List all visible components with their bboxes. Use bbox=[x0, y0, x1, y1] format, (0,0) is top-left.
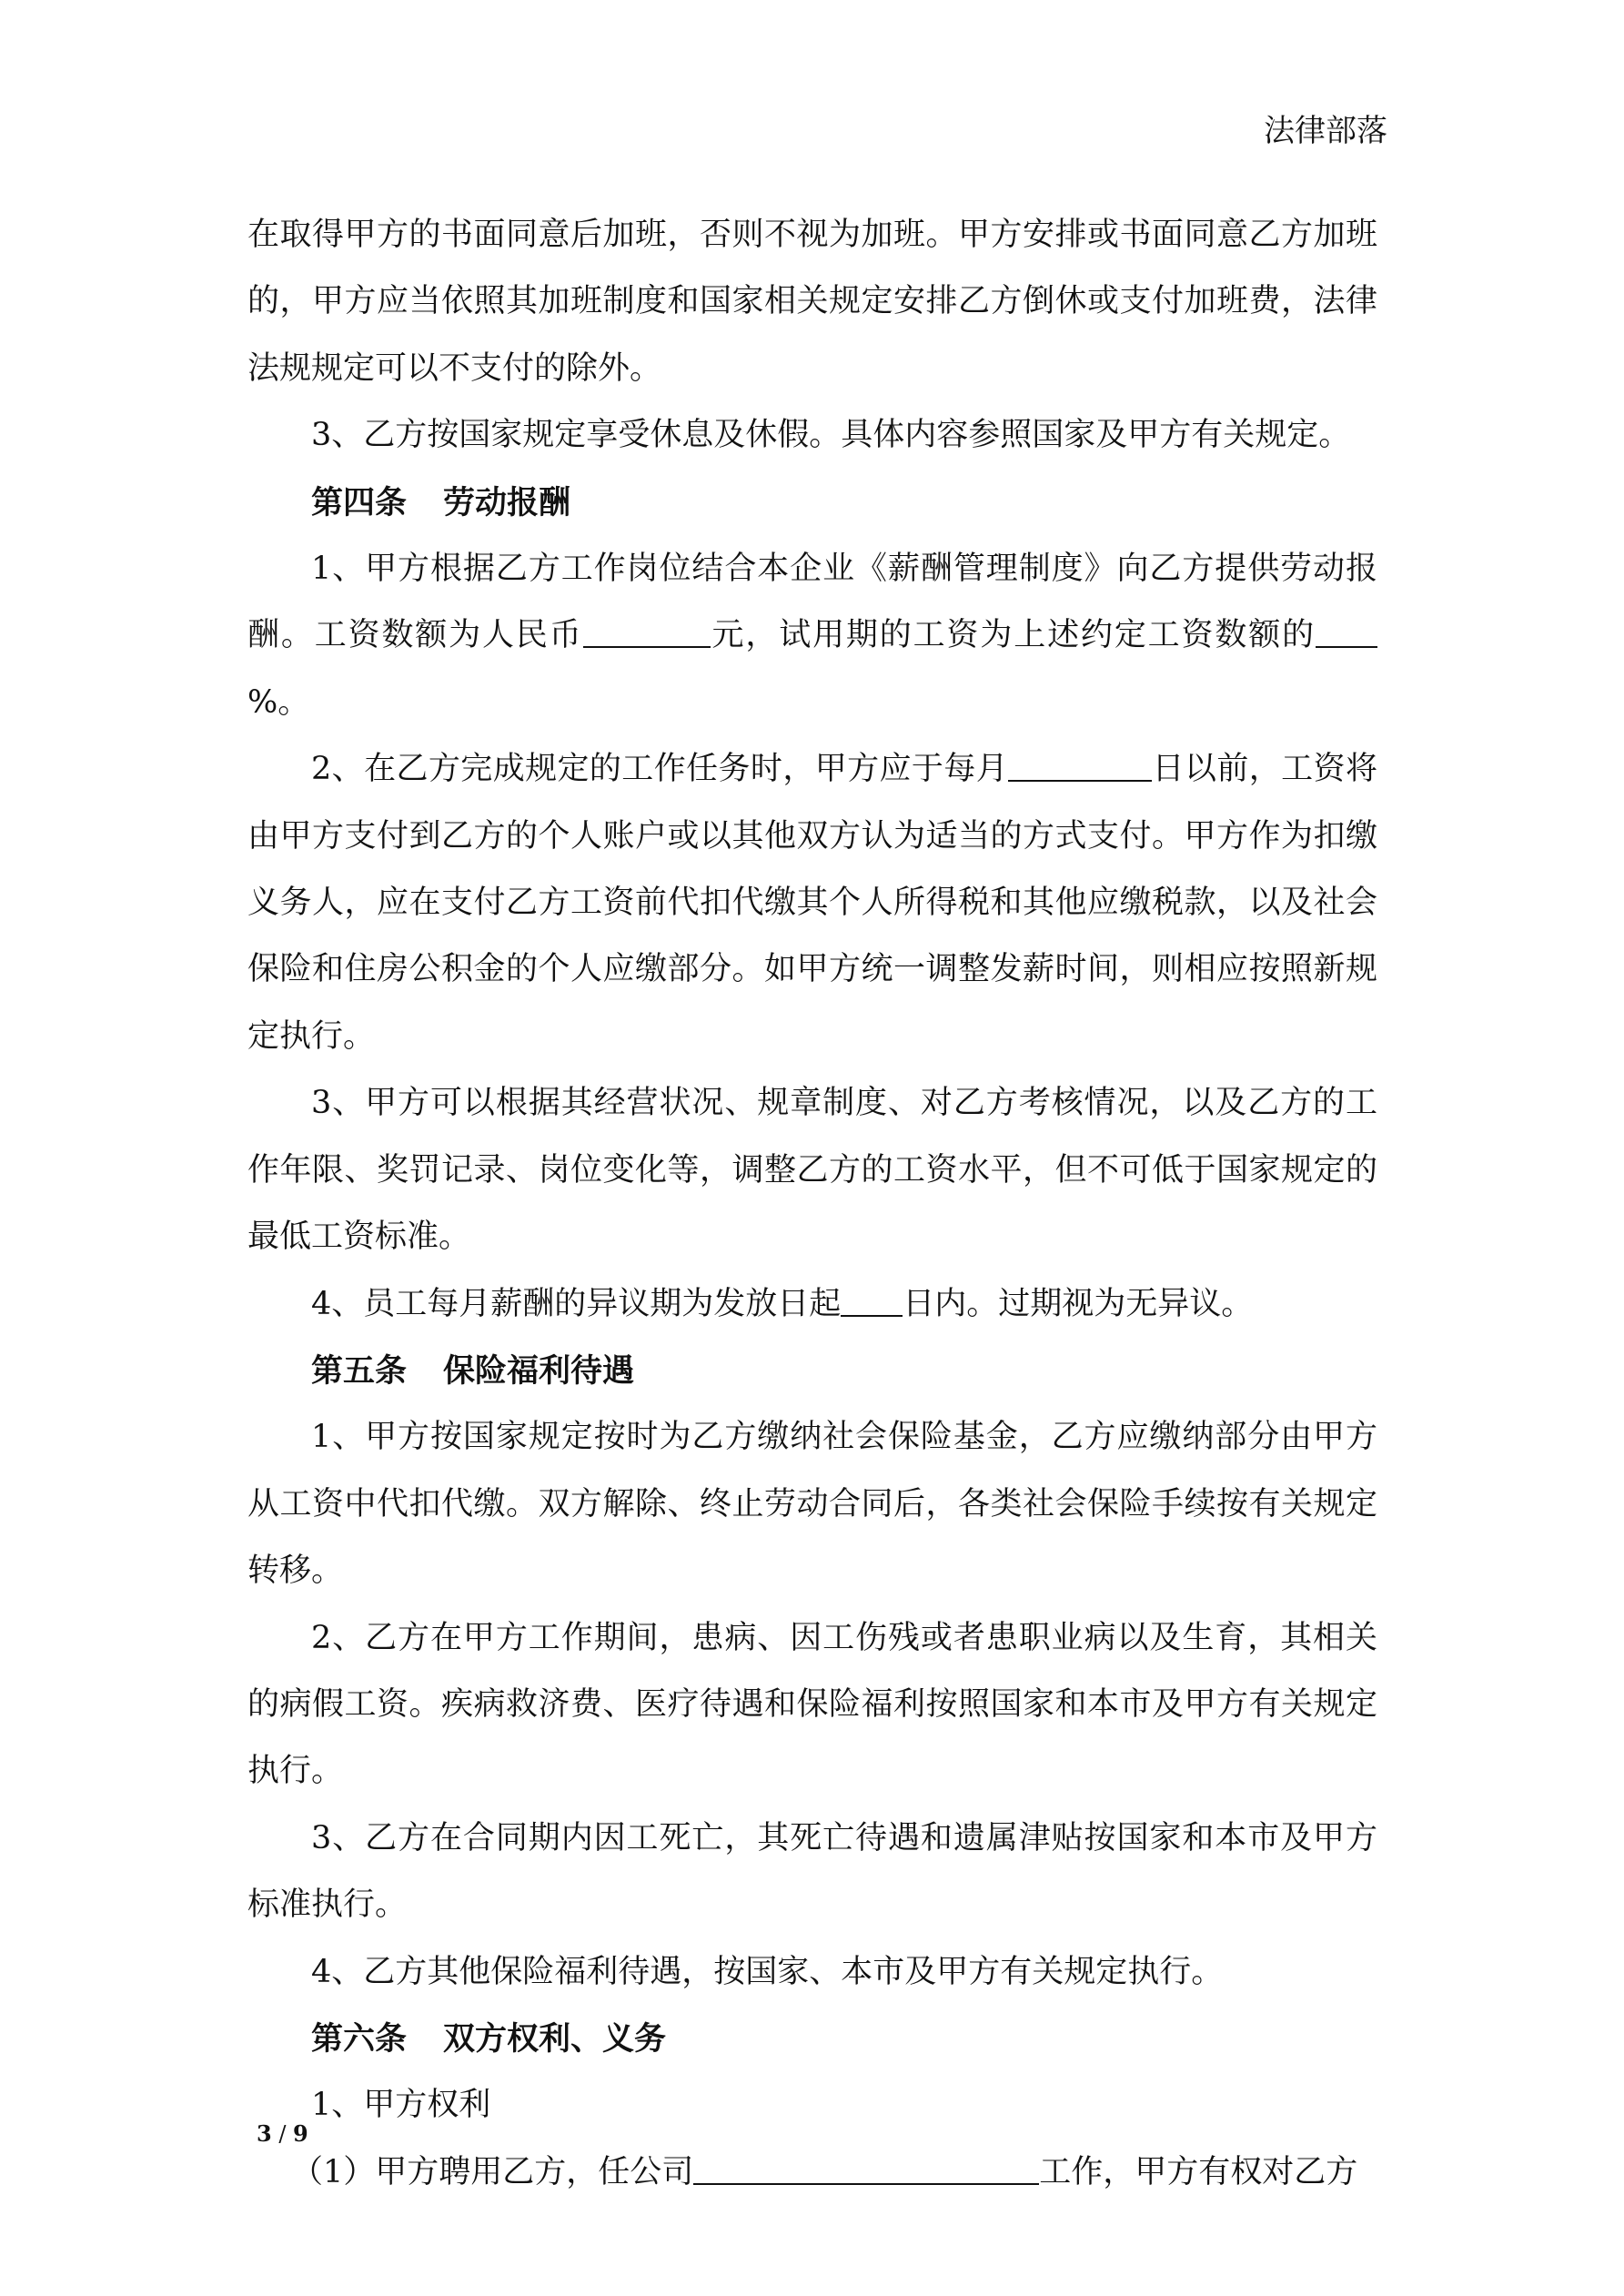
article-number: 第六条 bbox=[311, 2019, 408, 2058]
article-number: 第四条 bbox=[311, 483, 408, 521]
blank-line bbox=[841, 1288, 903, 1317]
article-title: 保险福利待遇 bbox=[443, 1351, 635, 1390]
paragraph: 4、乙方其他保险福利待遇，按国家、本市及甲方有关规定执行。 bbox=[311, 1953, 1224, 1990]
paragraph: 3、乙方在合同期内因工死亡，其死亡待遇和遗属津贴按国家和本市及甲方标准执行。 bbox=[247, 1819, 1377, 1924]
article-title: 双方权利、义务 bbox=[443, 2019, 667, 2058]
blank-line bbox=[583, 619, 711, 648]
blank-line bbox=[1008, 753, 1152, 782]
paragraph: 1、甲方根据乙方工作岗位结合本企业《薪酬管理制度》向乙方提供劳动报酬。工资数额为人民币 元，试用期的工资为上述约定工资数额的%。 bbox=[247, 551, 1377, 721]
paragraph: 4、员工每月薪酬的异议期为发放日起 日内。过期视为无异议。 bbox=[311, 1285, 1254, 1322]
blank-line bbox=[693, 2156, 1039, 2185]
article-title: 劳动报酬 bbox=[443, 483, 571, 521]
header-brand: 法律部落 bbox=[1264, 113, 1387, 149]
paragraph: 1、甲方权利 bbox=[311, 2087, 491, 2124]
paragraph: 3、乙方按国家规定享受休息及休假。具体内容参照国家及甲方有关规定。 bbox=[311, 417, 1351, 454]
paragraph: 1、甲方按国家规定按时为乙方缴纳社会保险基金，乙方应缴纳部分由甲方从工资中代扣代缴。双方解除、终止劳动合同后，各类社会保险手续按有关规定转移。 bbox=[247, 1419, 1377, 1590]
article-number: 第五条 bbox=[311, 1351, 408, 1390]
blank-line bbox=[1316, 619, 1377, 648]
article-heading bbox=[247, 2006, 1377, 2072]
article-heading bbox=[247, 470, 1377, 536]
paragraph: 2、乙方在甲方工作期间，患病、因工伤残或者患职业病以及生育，其相关的病假工资。疾病救济费、医疗待遇和保险福利按照国家和本市及甲方有关规定执行。 bbox=[247, 1619, 1377, 1790]
paragraph: 3、甲方可以根据其经营状况、规章制度、对乙方考核情况，以及乙方的工作年限、奖罚记录、岗位变化等，调整乙方的工资水平，但不可低于国家规定的最低工资标准。 bbox=[247, 1085, 1377, 1256]
paragraph: 2、在乙方完成规定的工作任务时，甲方应于每月 日以前，工资将由甲方支付到乙方的个人账户或以其他双方认为适当的方式支付。甲方作为扣缴义务人，应在支付乙方工资前代扣代缴其个人所得税和其他应缴税款，以及社会保险和住房公积金的个人应缴部分。如甲方统一调整发薪时间，则相应按照新规定执行。 bbox=[247, 751, 1377, 1055]
paragraph: （1）甲方聘用乙方，任公司 工作，甲方有权对乙方 bbox=[291, 2153, 1358, 2190]
page-number: 3 / 9 bbox=[257, 2120, 308, 2147]
article-heading bbox=[247, 1338, 1377, 1404]
document-body bbox=[247, 202, 1377, 2206]
paragraph: 在取得甲方的书面同意后加班，否则不视为加班。甲方安排或书面同意乙方加班的，甲方应当依照其加班制度和国家相关规定安排乙方倒休或支付加班费，法律法规规定可以不支付的除外。 bbox=[247, 217, 1377, 387]
